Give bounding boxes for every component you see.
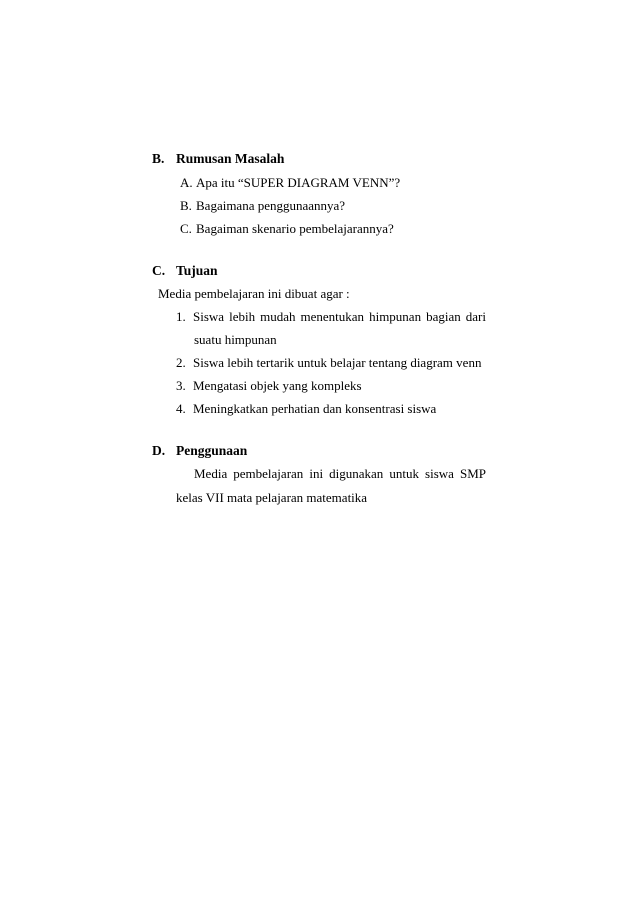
list-item	[180, 198, 345, 214]
section-d-paragraph-line-1: Media pembelajaran ini digunakan untuk siswa SMP	[194, 466, 486, 481]
section-c-intro: Media pembelajaran ini dibuat agar :	[158, 286, 350, 301]
list-marker: 3.	[176, 378, 186, 393]
list-item-text: Mengatasi objek yang kompleks	[193, 378, 362, 393]
list-item	[176, 355, 481, 371]
section-d-heading	[152, 443, 247, 459]
section-d-paragraph-line-2: kelas VII mata pelajaran matematika	[176, 490, 368, 505]
list-item-text: Siswa lebih tertarik untuk belajar tentang diagram venn	[193, 355, 482, 370]
section-d-title: Penggunaan	[176, 443, 248, 458]
list-item-continuation: suatu himpunan	[194, 332, 277, 347]
section-d-letter: D.	[152, 443, 166, 458]
list-marker: A.	[180, 175, 193, 190]
list-item-text: Siswa lebih mudah menentukan himpunan bagian dari	[193, 309, 486, 324]
list-item	[180, 175, 400, 191]
list-marker: B.	[180, 198, 192, 213]
list-marker: 2.	[176, 355, 186, 370]
list-item-text: Bagaimana penggunaannya?	[196, 198, 346, 213]
list-item-text: Apa itu “SUPER DIAGRAM VENN”?	[196, 175, 401, 190]
section-b-heading	[152, 151, 284, 167]
section-b-letter: B.	[152, 151, 165, 166]
list-item	[176, 378, 362, 394]
section-c-title: Tujuan	[176, 263, 218, 278]
section-c-letter: C.	[152, 263, 166, 278]
section-b-title: Rumusan Masalah	[176, 151, 285, 166]
list-item-text: Meningkatkan perhatian dan konsentrasi siswa	[193, 401, 437, 416]
list-item	[180, 221, 394, 237]
list-item	[176, 309, 486, 325]
list-marker: C.	[180, 221, 192, 236]
list-item	[176, 401, 436, 417]
list-marker: 4.	[176, 401, 186, 416]
section-c-heading	[152, 263, 218, 279]
list-marker: 1.	[176, 309, 186, 324]
list-item-text: Bagaiman skenario pembelajarannya?	[196, 221, 394, 236]
